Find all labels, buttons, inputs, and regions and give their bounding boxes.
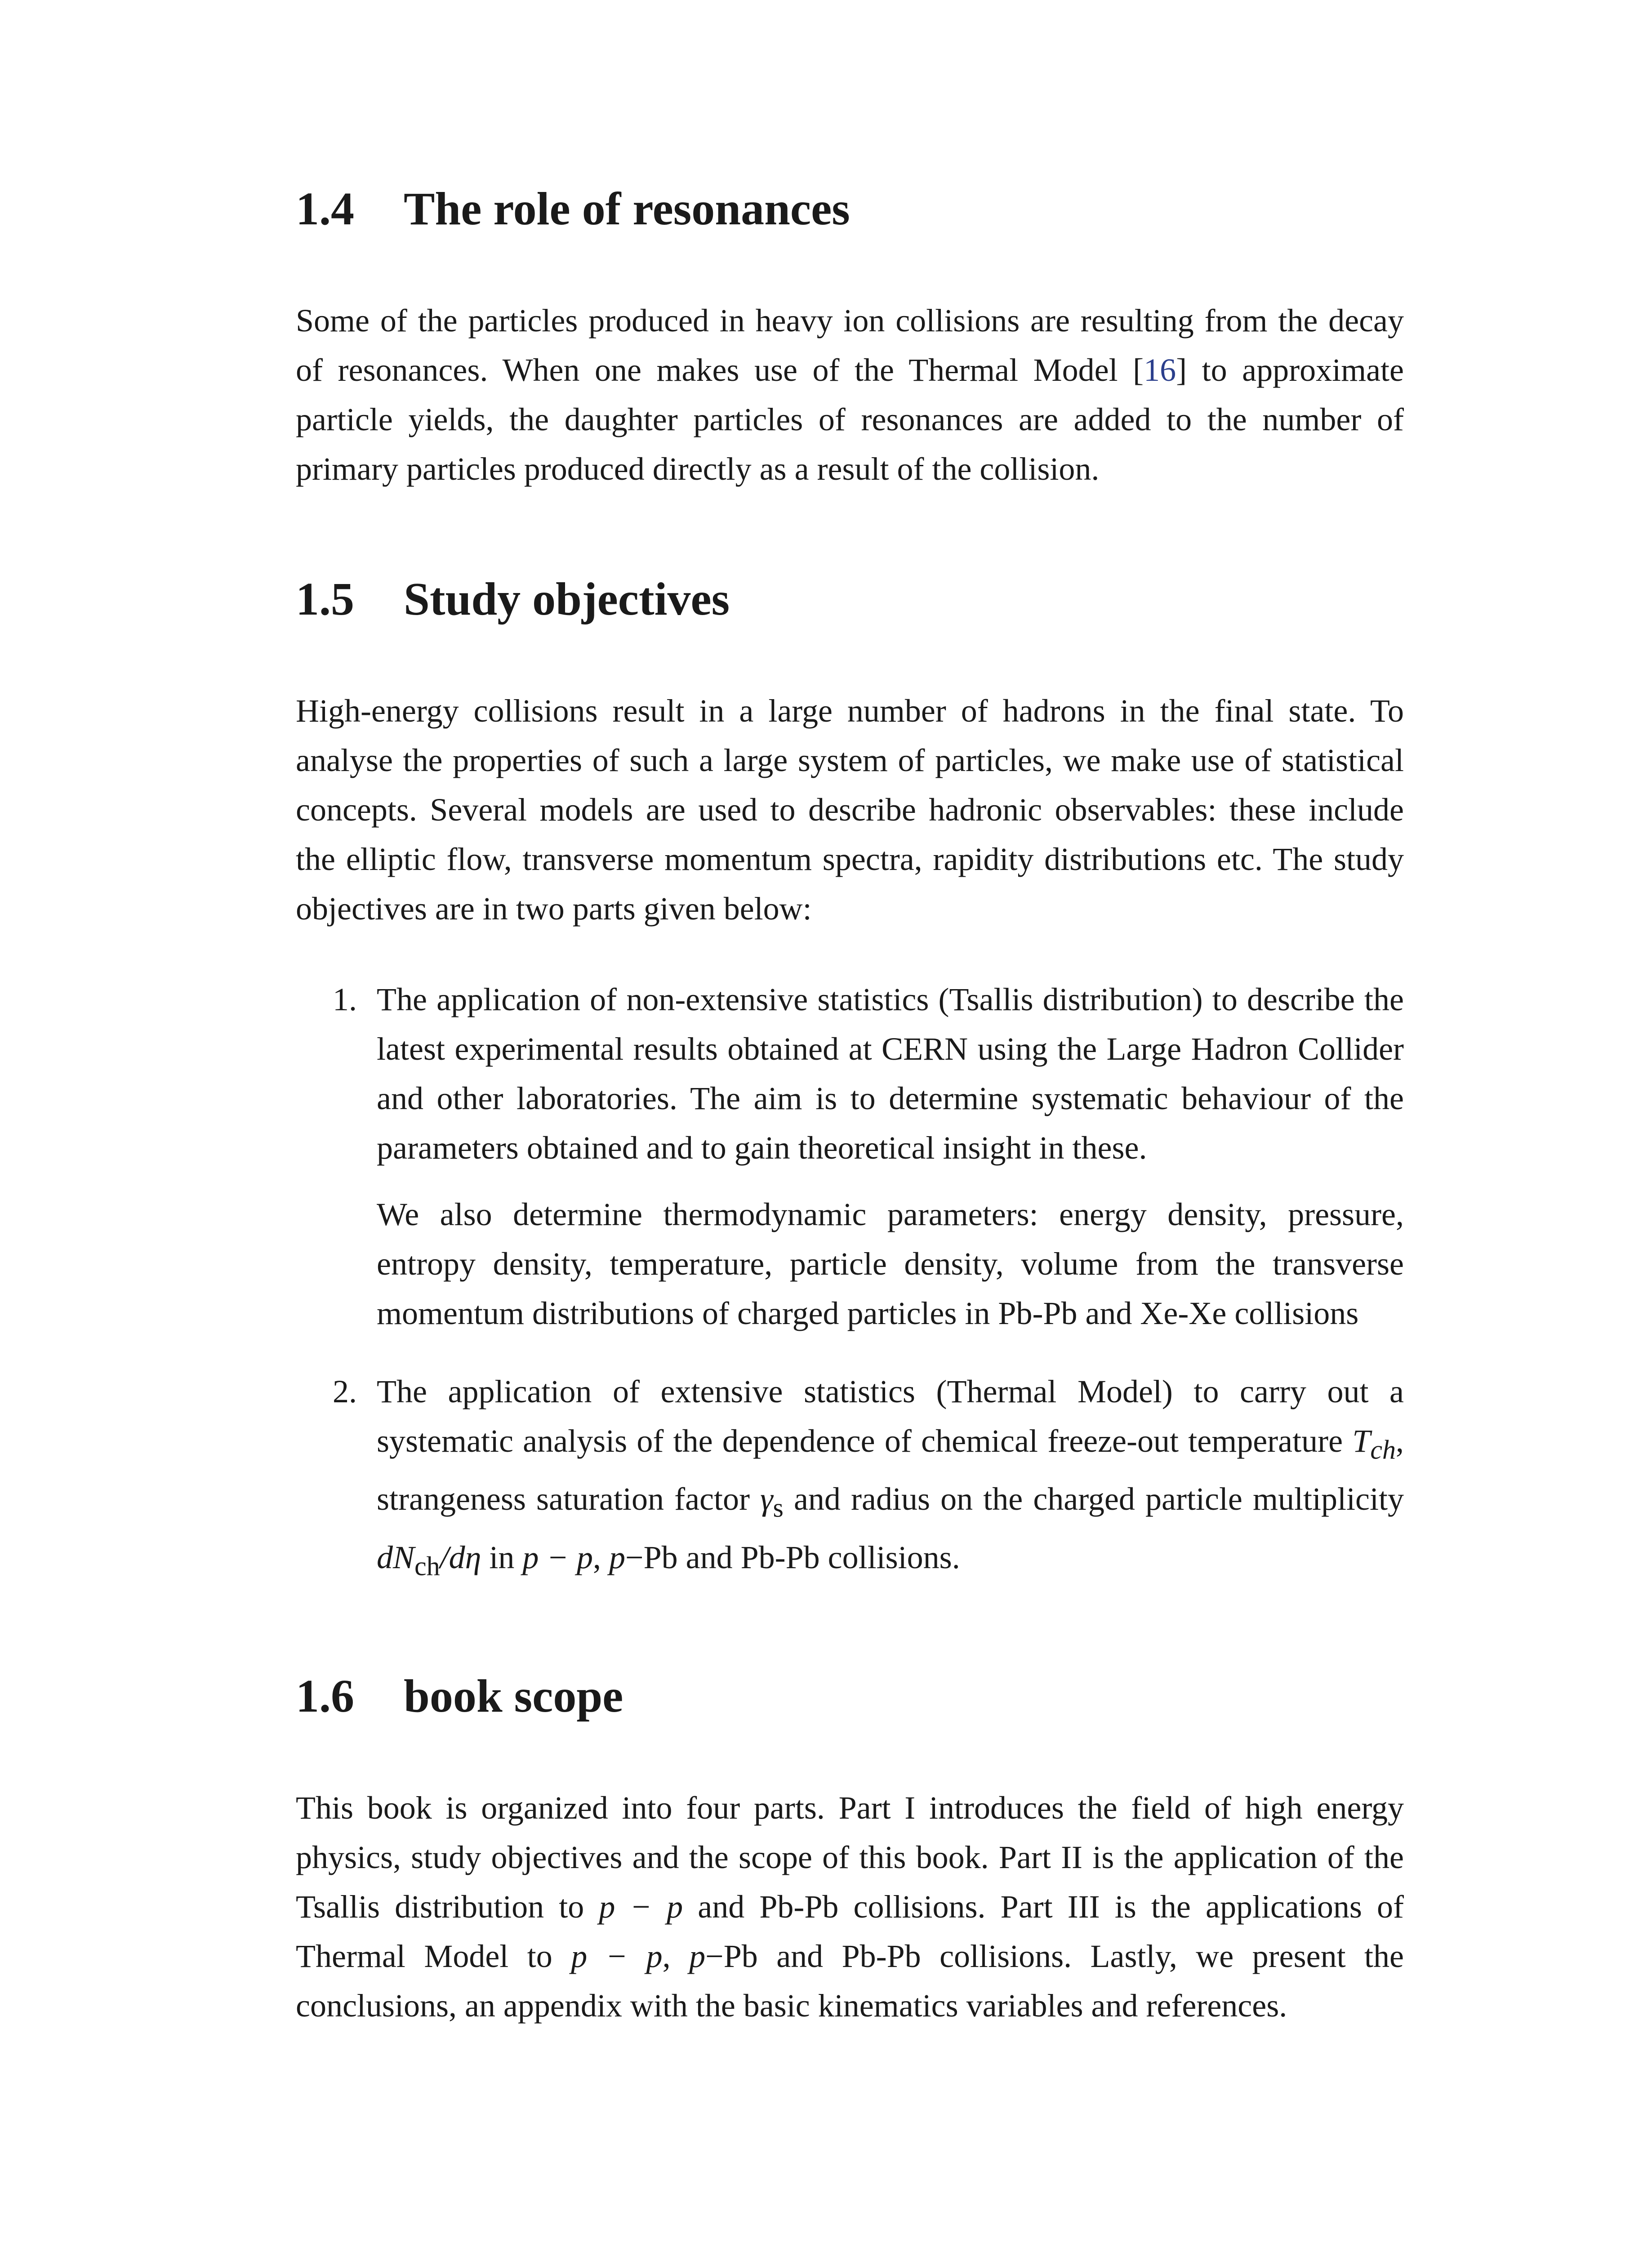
text-run: The application of extensive statistics (Thermal Model) to carry out a systematic analysis of the dependence of chemical freeze-out temperature — [377, 1374, 1404, 1459]
section-title: book scope — [404, 1670, 623, 1722]
section-heading — [296, 1667, 1404, 1726]
list-marker: 2. — [333, 1374, 357, 1409]
objective-item-1 — [296, 975, 1404, 1338]
text-run: ] to approximate particle yields, the daughter particles of resonances are added to the number of primary particles produced directly as a result of the collision. — [296, 352, 1404, 487]
section-title: The role of resonances — [404, 183, 850, 235]
page-content — [296, 180, 1404, 2030]
section-heading — [296, 570, 1404, 629]
math-symbol: p — [609, 1539, 626, 1575]
intro-paragraph: High-energy collisions result in a large number of hadrons in the final state. To analyse the properties of such a large system of particles, we make use of statistical concepts. Several models are used to describe hadronic observables: these include the elliptic flow, transverse momentum spectra, rapidity distributions etc. The study objectives are in two parts given below: — [296, 693, 1404, 927]
section-number: 1.4 — [296, 183, 354, 235]
math-symbol: p − p — [571, 1938, 663, 1975]
text-run: Some of the particles produced in heavy ion collisions are resulting from the decay of resonances. When one makes use of the Thermal Model [ — [296, 303, 1404, 388]
objectives-list — [296, 975, 1404, 1591]
math-symbol: dN — [377, 1539, 415, 1575]
text-run: , strangeness saturation factor — [377, 1423, 1404, 1517]
body-paragraph — [296, 296, 1404, 494]
objective-paragraph: We also determine thermodynamic parameters: energy density, pressure, entropy density, temperature, particle density, volume from the transverse momentum distributions of charged particles in Pb-Pb and Xe-Xe collisions — [377, 1196, 1404, 1331]
list-marker: 1. — [333, 981, 357, 1017]
section-number: 1.6 — [296, 1670, 354, 1722]
math-symbol: p — [689, 1938, 706, 1975]
math-subscript: ch — [414, 1551, 440, 1581]
text-run: This book is organized into four parts. Part I introduces the field of high energy physics, study objectives and the scope of this book. Part II is the application of the Tsallis distribution to — [296, 1790, 1404, 1925]
math-symbol: γ — [760, 1481, 773, 1517]
text-run: in — [481, 1539, 523, 1575]
objective-item-2 — [296, 1367, 1404, 1591]
text-run: and Pb-Pb collisions. Part III is the applications of Thermal Model to — [296, 1889, 1404, 1975]
section-number: 1.5 — [296, 573, 354, 625]
body-paragraph — [296, 1783, 1404, 2030]
text-run: −Pb and Pb-Pb collisions. Lastly, we present the conclusions, an appendix with the basic kinematics variables and references. — [296, 1938, 1404, 2024]
text-run: −Pb and Pb-Pb collisions. — [625, 1539, 960, 1575]
objective-paragraph: The application of non-extensive statistics (Tsallis distribution) to describe the latest experimental results obtained at CERN using the Large Hadron Collider and other laboratories. The aim is to determine systematic behaviour of the parameters obtained and to gain theoretical insight in these. — [377, 981, 1404, 1166]
section-heading — [296, 180, 1404, 238]
text-run: and radius on the charged particle multiplicity — [783, 1481, 1404, 1517]
math-symbol: p − p — [522, 1539, 593, 1575]
text-run: , — [662, 1938, 690, 1975]
section-study-objectives — [296, 570, 1404, 1591]
citation-link[interactable]: 16 — [1144, 352, 1176, 388]
section-role-of-resonances — [296, 180, 1404, 494]
section-book-scope — [296, 1667, 1404, 2030]
math-symbol: T — [1352, 1423, 1371, 1459]
math-symbol: p − p — [599, 1889, 683, 1925]
math-subscript: s — [773, 1493, 784, 1523]
text-run: , — [593, 1539, 610, 1575]
section-title: Study objectives — [404, 573, 730, 625]
math-subscript: ch — [1370, 1435, 1396, 1465]
math-symbol: /dη — [440, 1539, 481, 1575]
objective-paragraph — [377, 1367, 1404, 1591]
